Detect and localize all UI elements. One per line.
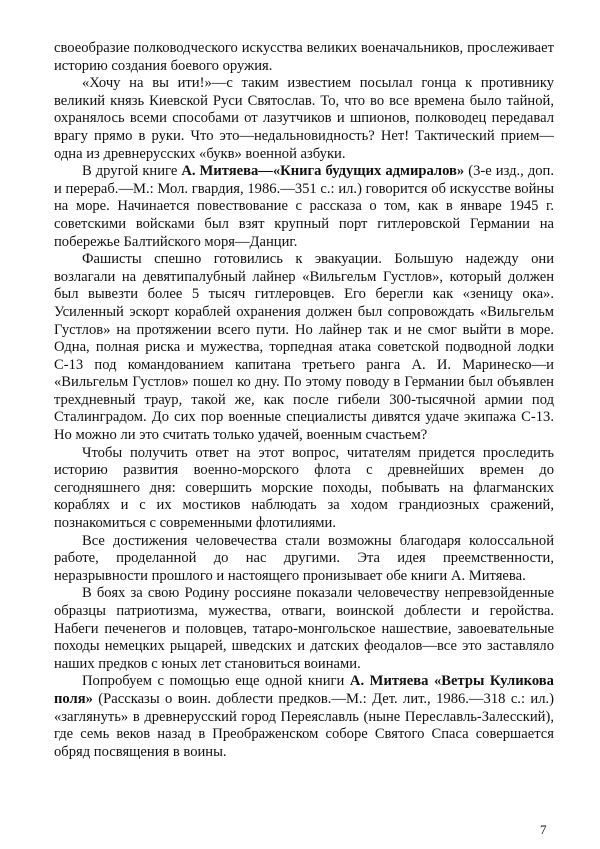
text-run: Попробуем с помощью еще одной книги	[82, 673, 350, 690]
page-number: 7	[540, 822, 547, 837]
text-run: В боях за свою Родину россияне показали человечеству непревзойденные образцы патриотизма, мужества, отваги, воинской доблести и геройства. Набеги печенегов и половцев, татаро-монгольское нашествие, завоевательные походы немецких рыцарей, шведских и датских феодалов—все это заставляло наших предков с юных лет становиться воинами.	[54, 585, 554, 672]
book-reference-bold: А. Митяева «Ветры Куликова поля»	[54, 673, 554, 707]
text-run: (Рассказы о воин. доблести предков.—М.: Дет. лит., 1986.—318 с.: ил.) «заглянуть» в древнерусский город Переяславль (ныне Переславль-Залесский), где семь веков назад в Преображенском соборе Святого Спаса совершается обряд посвящения в воины.	[54, 690, 554, 760]
paragraph	[54, 533, 554, 586]
paragraph	[54, 163, 554, 251]
paragraph	[54, 585, 554, 673]
paragraph	[54, 40, 554, 75]
paragraph	[54, 445, 554, 533]
text-run: В другой книге	[82, 163, 182, 180]
text-run: Чтобы получить ответ на этот вопрос, читателям придется проследить историю развития военно-морского флота с древнейших времен до сегодняшнего дня: совершить морские походы, побывать на флагманских кораблях и с их мостиков наблюдать за ходом грандиозных сражений, познакомиться с современными флотилиями.	[54, 444, 554, 532]
paragraph	[54, 251, 554, 445]
text-run: Фашисты спешно готовились к эвакуации. Большую надежду они возлагали на девятипалубный лайнер «Вильгельм Густлов», который должен был вывезти более 5 тысяч гитлеровцев. Его берегли как «зеницу ока». Усиленный эскорт кораблей охранения должен был сопровождать «Вильгельм Густлов» на протяжении всего пути. Но лайнер так и не смог выйти в море. Одна, полная риска и мужества, торпедная атака советской подводной лодки С-13 под командованием капитана третьего ранга А. И. Маринеско—и «Вильгельм Густлов» пошел ко дну. По этому поводу в Германии был объявлен трехдневный траур, такой же, как после гибели 300-тысячной армии под Сталинградом. До сих пор военные специалисты дивятся удаче экипажа С-13. Но можно ли это считать только удачей, военным счастьем?	[54, 251, 554, 444]
book-reference-bold: А. Митяева—«Книга будущих адмиралов»	[181, 163, 465, 180]
paragraph	[54, 673, 554, 761]
text-run: «Хочу на вы ити!»—с таким известием посылал гонца к противнику великий князь Киевской Руси Святослав. То, что во все времена было тайной, охранялось всеми способами от лазутчиков и шпионов, полководец передавал врагу прямо в руки. Что это—недальновидность? Нет! Тактический прием—одна из древнерусских «букв» военной азбуки.	[54, 75, 554, 162]
text-run: Все достижения человечества стали возможны благодаря колоссальной работе, проделанной до нас другими. Эта идея преемственности, неразрывности прошлого и настоящего пронизывает обе книги А. Митяева.	[54, 532, 554, 584]
paragraph	[54, 75, 554, 163]
body-text	[54, 40, 554, 761]
text-run: своеобразие полководческого искусства великих военачальников, прослеживает историю создания боевого оружия.	[54, 40, 554, 74]
text-run: (3-е изд., доп. и перераб.—М.: Мол. гвардия, 1986.—351 с.: ил.) говорится об искусстве войны на море. Начинается повествование с рассказа о том, как в январе 1945 г. советскими войсками был взят крупный порт гитлеровской Германии на побережье Балтийского моря—Данциг.	[54, 163, 554, 250]
